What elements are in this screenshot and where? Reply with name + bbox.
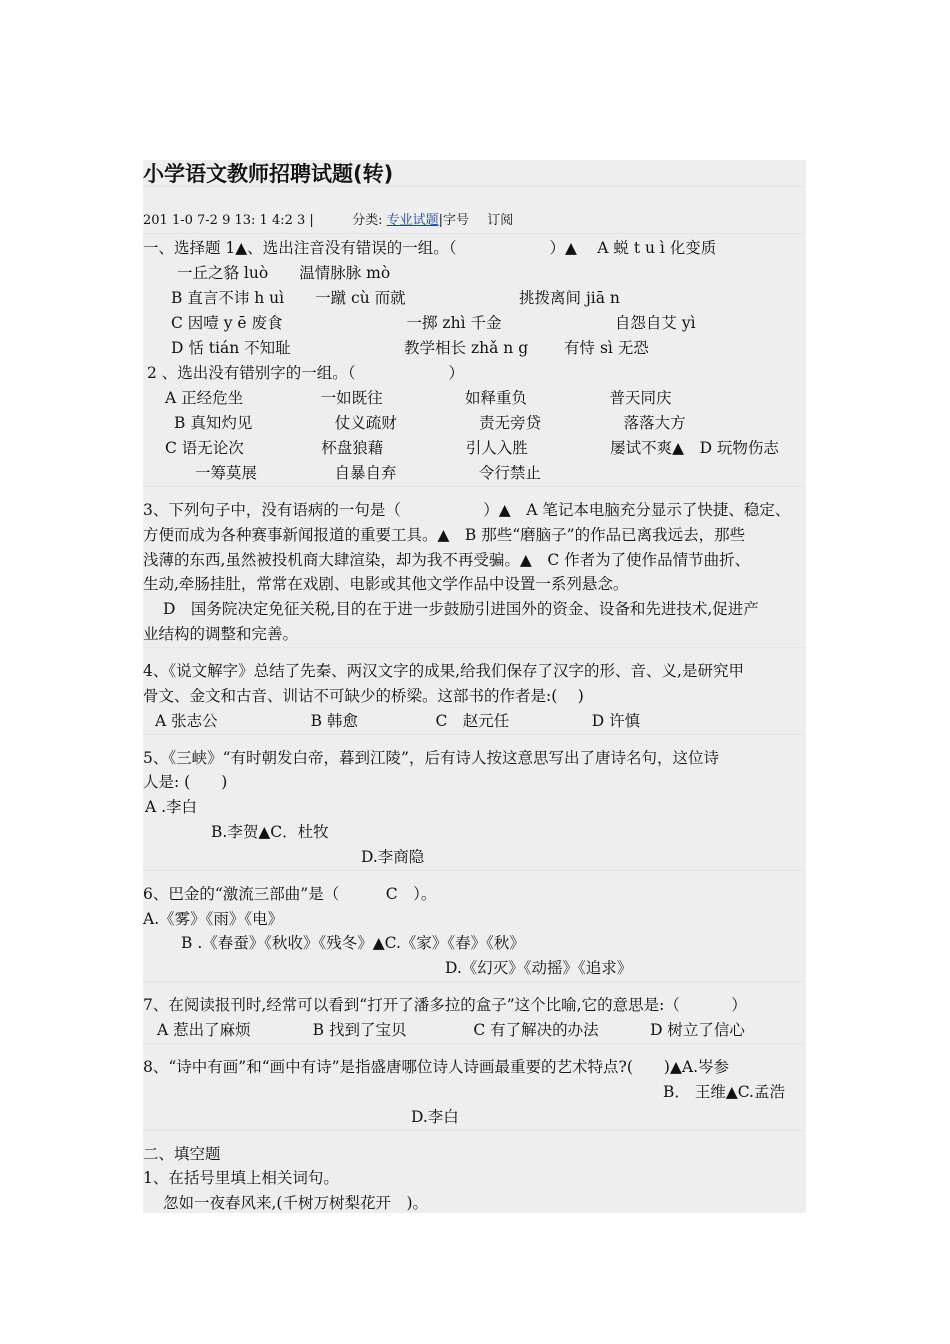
text-line: 二、填空题 [143,1145,221,1163]
text-line: C 因噎 y ē 废食 一掷 zhì 千金 自怨自艾 yì [171,314,696,332]
text-line: B 真知灼见 仗义疏财 责无旁贷 落落大方 [174,414,686,432]
text-line: 浅薄的东西,虽然被投机商大肆渲染，却为我不再受骗。▲ C 作者为了使作品情节曲折、 [143,551,751,569]
divider [143,186,806,187]
text-line: B .《春蚕》《秋收》《残冬》▲C.《家》《春》《秋》 [181,934,525,952]
divider [143,486,806,487]
category-label: 分类: [352,213,383,228]
text-line: 5、《三峡》“有时朝发白帝，暮到江陵”，后有诗人按这意思写出了唐诗名句，这位诗 [143,749,719,767]
text-line: 2 、选出没有错别字的一组。（ ） [147,364,465,382]
text-line: D 恬 tián 不知耻 教学相长 zhǎ n g 有恃 sì 无恐 [171,339,649,357]
document-page [143,160,806,1213]
text-line: 业结构的调整和完善。 [143,625,299,643]
category-link[interactable]: 专业试题 [386,213,439,228]
text-line: D 国务院决定免征关税,目的在于进一步鼓励引进国外的资金、设备和先进技术,促进产 [163,600,759,618]
text-line: B 直言不讳 h uì 一蹴 cù 而就 挑拨离间 jiā n [171,289,620,307]
text-line: D.李白 [411,1108,459,1126]
text-line: 一、选择题 1▲、选出注音没有错误的一组。（ ）▲ A 蜕 t u ì 化变质 [143,239,717,257]
text-line: 1、在括号里填上相关词句。 [143,1169,339,1187]
text-line: A 惹出了麻烦 B 找到了宝贝 C 有了解决的办法 D 树立了信心 [157,1021,745,1039]
text-line: A 正经危坐 一如既往 如释重负 普天同庆 [165,389,672,407]
text-line: 忽如一夜春风来,(千树万树梨花开 )。 [163,1194,429,1212]
divider [143,647,806,648]
post-meta [143,212,513,230]
text-line: 一丘之貉 luò 温情脉脉 mò [177,264,391,282]
text-line: A.《雾》《雨》《电》 [143,910,284,928]
font-size-control[interactable]: |字号 [438,213,469,228]
text-line: B.李贺▲C．杜牧 [211,823,329,841]
subscribe-link[interactable]: 订阅 [487,213,514,228]
text-line: 3、下列句子中，没有语病的一句是（ ）▲ A 笔记本电脑充分显示了快捷、稳定、 [143,501,791,519]
text-line: 方便而成为各种赛事新闻报道的重要工具。▲ B 那些“磨脑子”的作品已离我远去，那些 [143,526,746,544]
text-line: 8、“诗中有画”和“画中有诗”是指盛唐哪位诗人诗画最重要的艺术特点?( )▲A.岑参 [143,1058,730,1076]
text-line: 生动,牵肠挂肚，常常在戏剧、电影或其他文学作品中设置一系列悬念。 [143,575,629,593]
divider [143,981,806,982]
text-line: A .李白 [145,798,198,816]
post-datetime: 201 1-0 7-2 9 13: 1 4:2 3 | [143,213,314,228]
text-line: 人是: ( ) [143,773,228,791]
text-line: A 张志公 B 韩愈 C 赵元任 D 许慎 [155,712,641,730]
divider [143,1130,806,1131]
text-line: 7、在阅读报刊时,经常可以看到“打开了潘多拉的盒子”这个比喻,它的意思是:（ ） [143,996,747,1014]
page-title: 小学语文教师招聘试题(转) [143,162,394,186]
text-line: 一筹莫展 自暴自弃 令行禁止 [195,464,541,482]
text-line: B． 王维▲C.孟浩 [663,1083,785,1101]
divider [143,870,806,871]
text-line: 4、《说文解字》总结了先秦、两汉文字的成果,给我们保存了汉字的形、音、义,是研究甲 [143,662,744,680]
divider [143,1043,806,1044]
text-line: C 语无论次 杯盘狼藉 引人入胜 屡试不爽▲ D 玩物伤志 [165,439,779,457]
divider [143,734,806,735]
text-line: 骨文、金文和古音、训诂不可缺少的桥梁。这部书的作者是:( ) [143,687,584,705]
text-line: D.李商隐 [361,848,425,866]
text-line: D.《幻灭》《动摇》《追求》 [445,959,633,977]
text-line: 6、巴金的“激流三部曲”是（ C ）。 [143,885,437,903]
divider [143,233,806,234]
